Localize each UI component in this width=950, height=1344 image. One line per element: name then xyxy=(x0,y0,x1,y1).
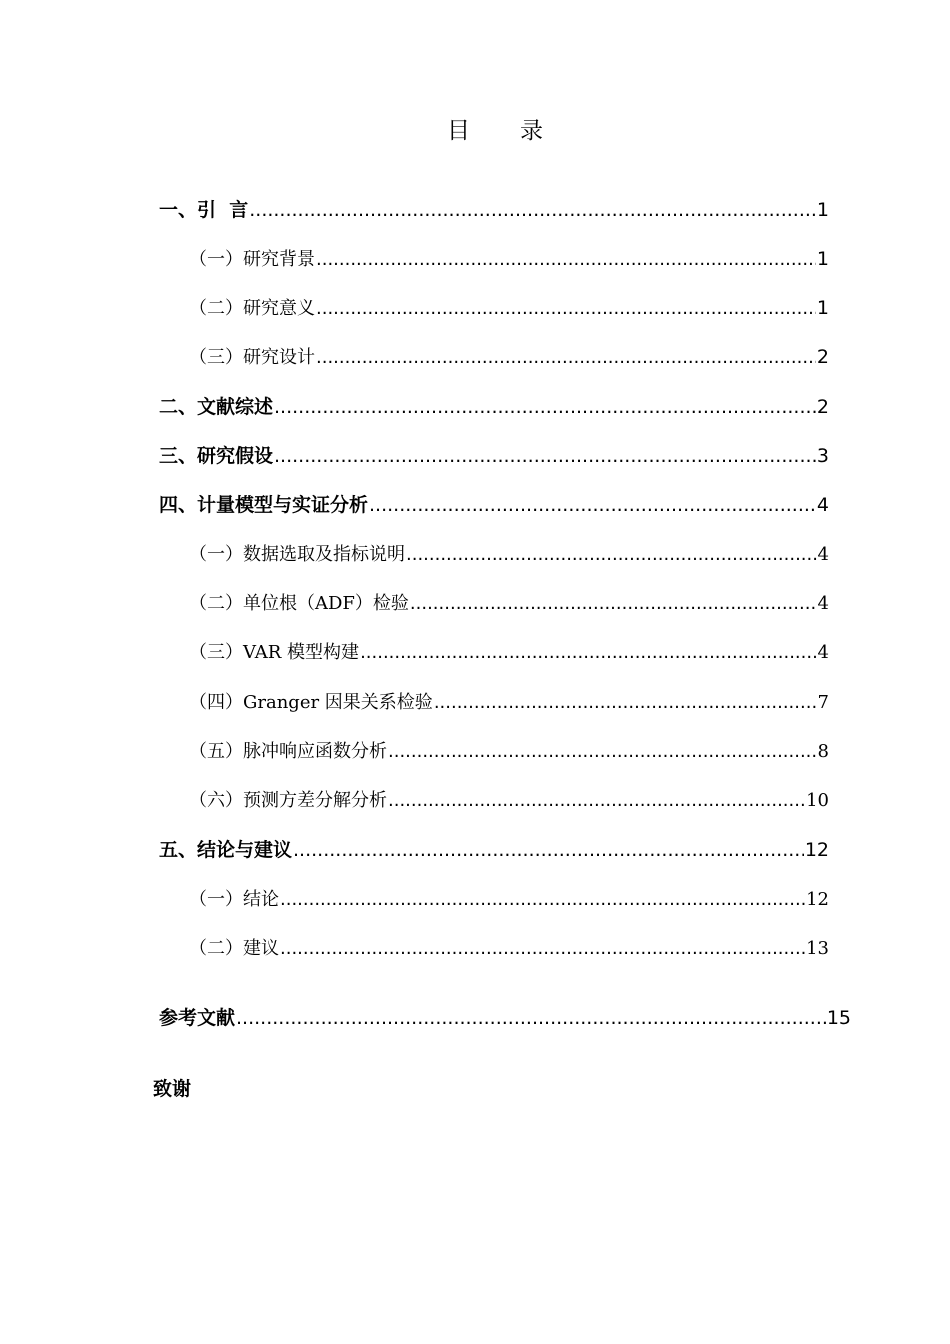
toc-entry-page: 4 xyxy=(817,544,829,565)
toc-entry-label: 四、计量模型与实证分析 xyxy=(159,494,369,516)
toc-entry-label: （一）研究背景 xyxy=(189,249,315,270)
toc-entry-label: （二）建议 xyxy=(189,938,279,959)
toc-entry[interactable] xyxy=(159,835,829,865)
toc-entry-label: （五）脉冲响应函数分析 xyxy=(189,741,387,762)
toc-entry-page: 4 xyxy=(816,494,829,516)
toc-leader xyxy=(388,737,817,767)
toc-entry[interactable] xyxy=(189,737,829,767)
toc-entry[interactable] xyxy=(189,885,829,915)
toc-entry-label: （二）单位根（ADF）检验 xyxy=(189,593,409,614)
toc-entry[interactable] xyxy=(189,934,829,964)
toc-entry[interactable] xyxy=(189,293,829,323)
toc-entry-page: 4 xyxy=(817,593,829,614)
toc-entry[interactable] xyxy=(189,589,829,619)
toc-leader xyxy=(388,786,805,816)
toc-leader xyxy=(236,1003,826,1033)
toc-entry[interactable] xyxy=(159,392,829,422)
toc-title xyxy=(0,112,950,145)
toc-leader xyxy=(434,688,817,718)
toc-entry-page: 10 xyxy=(806,790,829,811)
toc-entry-page: 15 xyxy=(826,1007,851,1029)
toc-entry-acknowledgements[interactable]: 致谢 xyxy=(153,1078,192,1100)
toc-entry-references[interactable] xyxy=(159,1003,851,1033)
toc-entry-page: 7 xyxy=(817,692,829,713)
toc-leader xyxy=(316,245,816,275)
toc-leader xyxy=(360,638,816,668)
toc-entry-page: 12 xyxy=(806,889,829,910)
toc-entry-label: （二）研究意义 xyxy=(189,298,315,319)
toc-entry[interactable] xyxy=(189,638,829,668)
toc-entry-page: 12 xyxy=(804,839,829,861)
toc-entry[interactable] xyxy=(189,244,829,274)
toc-title-right: 录 xyxy=(520,118,543,144)
toc-entry-label: 五、结论与建议 xyxy=(159,839,293,861)
toc-entry-page: 2 xyxy=(816,396,829,418)
toc-entry[interactable] xyxy=(159,490,829,520)
toc-entry-label: 参考文献 xyxy=(159,1007,236,1029)
toc-entry[interactable] xyxy=(189,786,829,816)
toc-leader xyxy=(280,934,805,964)
toc-leader xyxy=(280,885,805,915)
toc-entry-label: （三）VAR 模型构建 xyxy=(189,642,360,663)
toc-entry-label: （六）预测方差分解分析 xyxy=(189,790,387,811)
toc-leader xyxy=(274,441,816,471)
toc-leader xyxy=(406,540,817,570)
toc-entry-label: （四）Granger 因果关系检验 xyxy=(189,692,433,713)
toc-title-left: 目 xyxy=(447,118,470,144)
toc-entry[interactable] xyxy=(159,195,829,225)
toc-entry-page: 4 xyxy=(817,642,829,663)
toc-entry[interactable] xyxy=(189,688,829,718)
toc-entry-page: 1 xyxy=(816,297,829,319)
toc-entry-page: 8 xyxy=(817,741,829,762)
toc-entry[interactable] xyxy=(189,540,829,570)
toc-leader xyxy=(293,835,804,865)
toc-entry[interactable] xyxy=(189,342,829,372)
toc-leader xyxy=(274,392,816,422)
toc-entry-page: 13 xyxy=(806,938,829,959)
toc-leader xyxy=(316,294,816,324)
toc-entry-label: （一）数据选取及指标说明 xyxy=(189,544,405,565)
toc-leader xyxy=(249,195,816,225)
toc-leader xyxy=(316,343,816,373)
toc-entry-label: （三）研究设计 xyxy=(189,347,315,368)
toc-entry[interactable] xyxy=(159,441,829,471)
toc-entry-label: 三、研究假设 xyxy=(159,445,274,467)
toc-entry-page: 2 xyxy=(816,346,829,368)
toc-entry-page: 3 xyxy=(816,445,829,467)
toc-leader xyxy=(410,589,817,619)
toc-entry-label: 一、引 言 xyxy=(159,199,249,221)
toc-leader xyxy=(369,490,816,520)
toc-entry-label: 二、文献综述 xyxy=(159,396,274,418)
toc-entry-label: （一）结论 xyxy=(189,889,279,910)
toc-entry-page: 1 xyxy=(816,199,829,221)
toc-entry-page: 1 xyxy=(816,248,829,270)
